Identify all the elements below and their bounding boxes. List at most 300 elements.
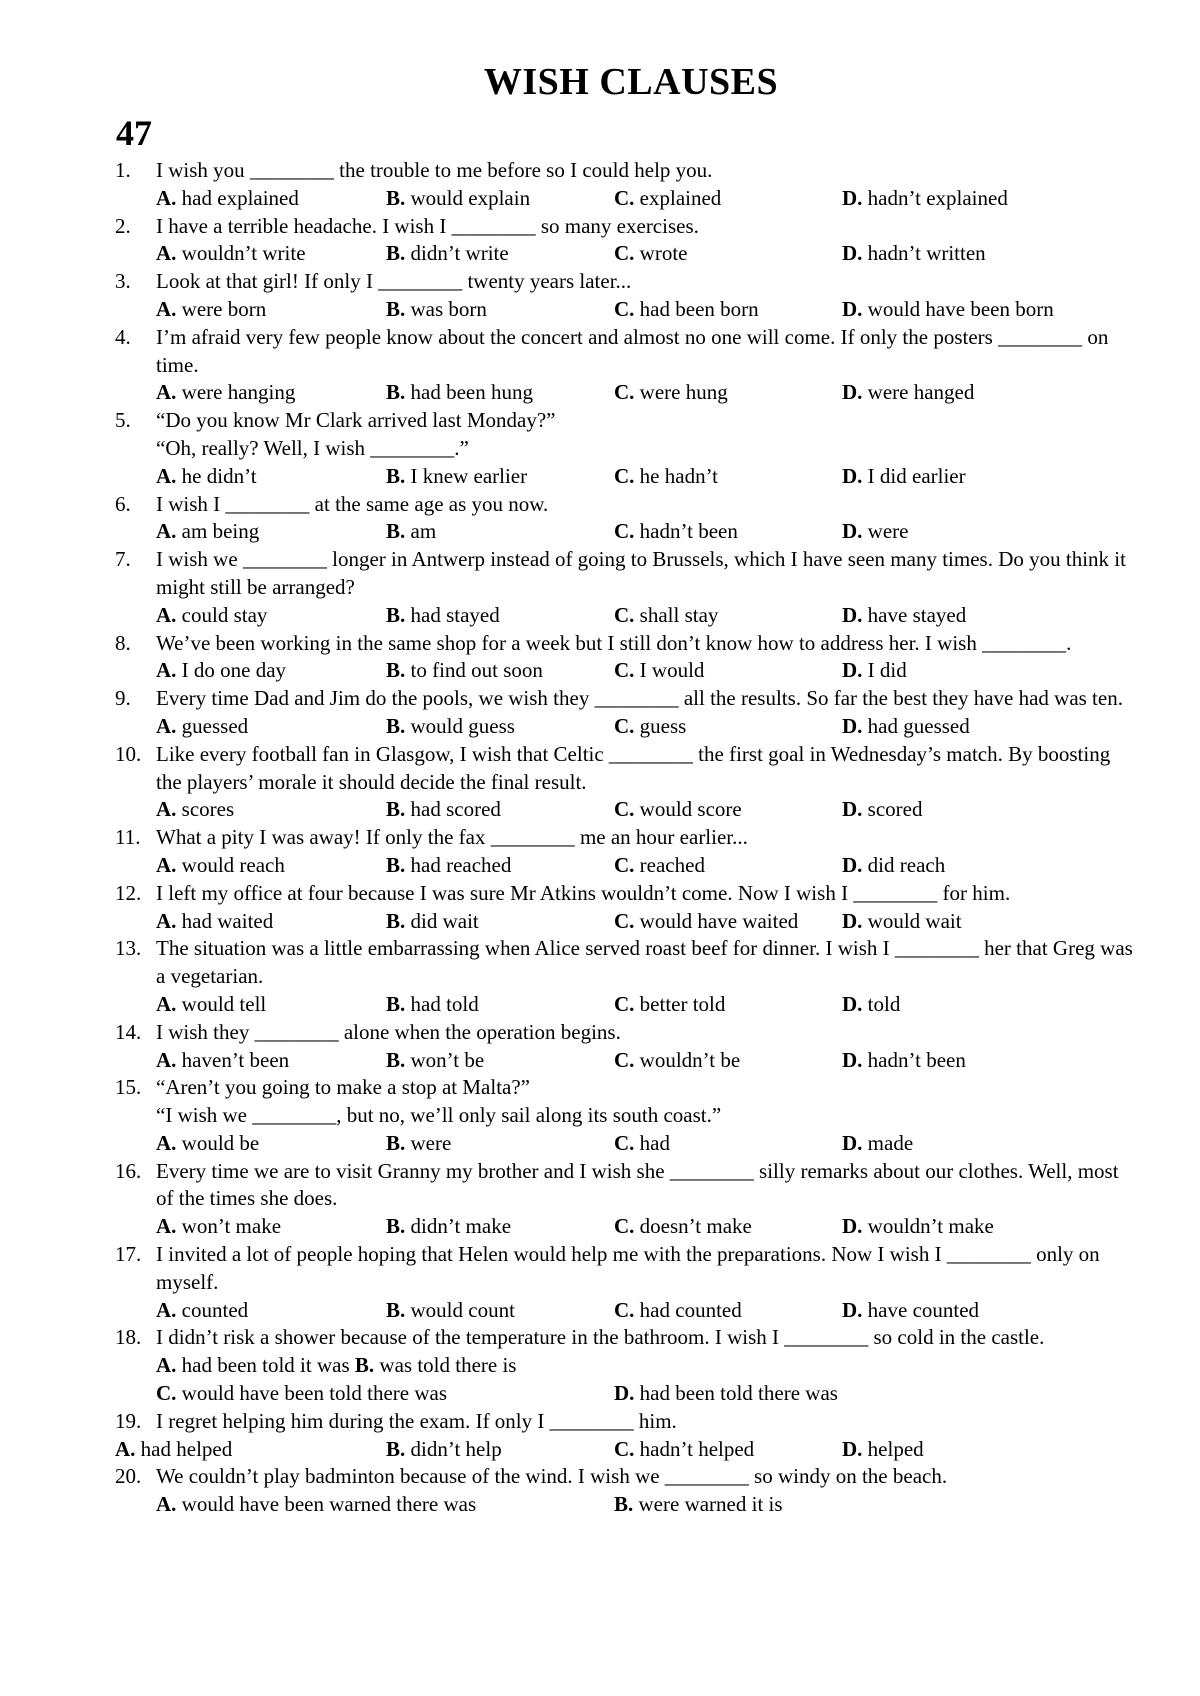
option-text: would guess: [410, 713, 515, 738]
question-text: Every time Dad and Jim do the pools, we wish they ________ all the results. So far the best they have had was ten.: [156, 686, 1123, 711]
option-b: [386, 657, 543, 685]
options-row: [0, 1352, 1200, 1380]
question-number: 12.: [115, 880, 142, 905]
option-b: [386, 296, 487, 324]
option-letter: B.: [386, 713, 406, 738]
option-b: [386, 1130, 451, 1158]
option-letter: D.: [842, 713, 863, 738]
option-d: [842, 1130, 913, 1158]
option-a: [156, 852, 285, 880]
question-number: 13.: [115, 936, 142, 961]
option-text: had helped: [140, 1436, 233, 1461]
option-letter: D.: [842, 296, 863, 321]
option-d: [842, 1436, 924, 1464]
option-text: have counted: [867, 1297, 980, 1322]
option-text: would have been warned there was: [181, 1492, 477, 1517]
option-letter: B.: [386, 1214, 406, 1239]
option-letter: D.: [842, 185, 863, 210]
option-letter: C.: [614, 658, 635, 683]
option-b: [386, 518, 436, 546]
option-d: [842, 852, 945, 880]
option-letter: D.: [842, 1214, 863, 1239]
option-b: [386, 463, 527, 491]
option-b: [386, 1213, 511, 1241]
question-text: I’m afraid very few people know about the concert and almost no one will come. If only the posters ________ on time.: [156, 324, 1109, 377]
option-a: [156, 1047, 289, 1075]
option-text: would wait: [867, 908, 962, 933]
option-b: [386, 1436, 502, 1464]
option-text: had explained: [181, 185, 299, 210]
option-a: [156, 713, 248, 741]
option-letter: D.: [842, 797, 863, 822]
question-stem: [0, 546, 1200, 602]
option-a: [156, 518, 259, 546]
question-text: “Oh, really? Well, I wish ________.”: [156, 435, 469, 460]
option-letter: B.: [386, 1130, 406, 1155]
option-letter: C.: [614, 1214, 635, 1239]
option-d: [842, 1213, 994, 1241]
option-a: [156, 991, 266, 1019]
option-letter: A.: [156, 1353, 177, 1378]
options-row: [0, 1130, 1200, 1158]
option-text: he didn’t: [181, 463, 257, 488]
option-letter: D.: [842, 908, 863, 933]
option-letter: B.: [386, 852, 406, 877]
question-text: I wish they ________ alone when the operation begins.: [156, 1019, 621, 1044]
option-d: [842, 1297, 979, 1325]
question-item: [0, 685, 1200, 741]
question-stem: [0, 1158, 1200, 1214]
option-d: [842, 379, 974, 407]
option-letter: B.: [386, 1436, 406, 1461]
question-number: 20.: [115, 1464, 142, 1489]
question-item: [0, 1463, 1200, 1519]
option-text: won’t make: [181, 1214, 282, 1239]
option-a: [156, 1130, 259, 1158]
question-number: 15.: [115, 1075, 142, 1100]
option-b: [386, 379, 533, 407]
question-text: I didn’t risk a shower because of the temperature in the bathroom. I wish I ________ so cold in the castle.: [156, 1325, 1045, 1350]
question-stem: [0, 213, 1200, 241]
option-letter: A.: [156, 1047, 177, 1072]
options-row: [0, 991, 1200, 1019]
option-c: [614, 1047, 740, 1075]
option-letter: A.: [156, 296, 177, 321]
options-row: [0, 1047, 1200, 1075]
option-text: I did: [867, 658, 907, 683]
option-letter: A.: [156, 185, 177, 210]
option-text: had reached: [410, 852, 512, 877]
question-stem: [0, 435, 1200, 463]
option-letter: D.: [842, 1047, 863, 1072]
option-letter: A.: [156, 241, 177, 266]
option-text: guessed: [181, 713, 249, 738]
option-d: [842, 602, 966, 630]
option-text: shall stay: [639, 602, 719, 627]
option-letter: B.: [386, 463, 406, 488]
option-a: [156, 240, 306, 268]
option-text: I knew earlier: [410, 463, 528, 488]
option-c: [614, 713, 686, 741]
question-number: 14.: [115, 1019, 142, 1044]
option-letter: D.: [842, 1130, 863, 1155]
option-a: [156, 1491, 476, 1519]
question-text: Every time we are to visit Granny my brother and I wish she ________ silly remarks about our clothes. Well, most of the times she does.: [156, 1158, 1119, 1211]
option-text: counted: [181, 1297, 249, 1322]
option-letter: B.: [386, 1297, 406, 1322]
options-row: [0, 602, 1200, 630]
question-number: 9.: [115, 686, 131, 711]
option-text: were hanged: [867, 380, 975, 405]
option-text: did reach: [867, 852, 946, 877]
question-item: [0, 1074, 1200, 1157]
option-c: [614, 908, 798, 936]
option-letter: C.: [614, 1047, 635, 1072]
option-text: were born: [181, 296, 267, 321]
option-text: were warned it is: [638, 1492, 783, 1517]
option-letter: C.: [614, 1436, 635, 1461]
option-letter: B.: [386, 185, 406, 210]
question-number: 6.: [115, 491, 131, 516]
question-stem: [0, 407, 1200, 435]
option-letter: C.: [614, 519, 635, 544]
option-text: had scored: [410, 797, 501, 822]
option-b: [386, 908, 479, 936]
option-d: [842, 713, 970, 741]
question-stem: [0, 1408, 1200, 1436]
options-row: [0, 379, 1200, 407]
option-c: [156, 1380, 447, 1408]
question-item: [0, 1324, 1200, 1407]
option-letter: B.: [386, 991, 406, 1016]
option-letter: A.: [156, 797, 177, 822]
option-letter: B.: [386, 241, 406, 266]
question-text: We couldn’t play badminton because of the wind. I wish we ________ so windy on the beach.: [156, 1464, 948, 1489]
option-letter: D.: [842, 658, 863, 683]
option-c: [614, 657, 704, 685]
option-text: would have waited: [639, 908, 799, 933]
option-letter: C.: [156, 1381, 177, 1406]
option-c: [614, 518, 738, 546]
option-d: [842, 657, 907, 685]
question-number: 19.: [115, 1408, 142, 1433]
option-letter: C.: [614, 852, 635, 877]
option-a: [156, 657, 286, 685]
option-a: [156, 463, 257, 491]
option-letter: C.: [614, 185, 635, 210]
option-b: [386, 185, 530, 213]
question-stem: [0, 630, 1200, 658]
option-c: [614, 379, 728, 407]
option-d: [842, 185, 1008, 213]
option-letter: C.: [614, 241, 635, 266]
option-a: [156, 1352, 516, 1380]
option-c: [614, 1213, 752, 1241]
option-text: were: [867, 519, 909, 544]
options-row: [0, 1297, 1200, 1325]
option-letter: B.: [386, 658, 406, 683]
question-text: I wish we ________ longer in Antwerp instead of going to Brussels, which I have seen many times. Do you think it might still be arranged?: [156, 547, 1126, 599]
question-stem: [0, 741, 1200, 797]
option-text: helped: [867, 1436, 924, 1461]
options-row: [0, 1213, 1200, 1241]
option-text: would count: [410, 1297, 515, 1322]
question-stem: [0, 880, 1200, 908]
option-d: [842, 296, 1054, 324]
option-text: had been hung: [410, 380, 533, 405]
option-letter: A.: [156, 602, 177, 627]
option-text: would tell: [181, 991, 267, 1016]
options-row: [0, 1436, 1200, 1464]
option-text: had been told it was: [181, 1353, 350, 1378]
option-letter: A.: [156, 1297, 177, 1322]
question-item: [0, 407, 1200, 490]
question-item: [0, 935, 1200, 1018]
option-letter: B.: [614, 1492, 634, 1517]
question-stem: [0, 1241, 1200, 1297]
option-a: [156, 1213, 281, 1241]
option-letter: B.: [386, 797, 406, 822]
options-row: [0, 463, 1200, 491]
options-row: [0, 296, 1200, 324]
option-d: [842, 796, 922, 824]
question-item: [0, 213, 1200, 269]
question-text: “I wish we ________, but no, we’ll only sail along its south coast.”: [156, 1103, 722, 1128]
question-text: I wish you ________ the trouble to me before so I could help you.: [156, 158, 713, 182]
question-list: [0, 157, 1200, 1519]
options-row: [0, 1491, 1200, 1519]
question-number: 5.: [115, 408, 131, 433]
question-item: [0, 1158, 1200, 1241]
option-text: scored: [867, 797, 923, 822]
option-letter: A.: [156, 991, 177, 1016]
option-text: hadn’t explained: [867, 185, 1008, 210]
option-text: was told there is: [379, 1353, 517, 1378]
option-c: [614, 991, 725, 1019]
option-a: [156, 296, 266, 324]
option-c: [614, 1297, 742, 1325]
option-text: hadn’t written: [867, 241, 986, 266]
option-b: [386, 1047, 484, 1075]
option-letter: B.: [354, 1353, 375, 1378]
option-text: made: [867, 1130, 914, 1155]
question-text: We’ve been working in the same shop for a week but I still don’t know how to address her. I wish ________.: [156, 630, 1072, 655]
option-text: had guessed: [867, 713, 970, 738]
option-c: [614, 463, 718, 491]
option-letter: C.: [614, 713, 635, 738]
option-text: to find out soon: [410, 658, 543, 683]
option-letter: C.: [614, 991, 635, 1016]
option-text: were hanging: [181, 380, 296, 405]
option-text: had waited: [181, 908, 274, 933]
options-row: [0, 1380, 1200, 1408]
option-c: [614, 296, 759, 324]
option-text: scores: [181, 797, 235, 822]
option-text: would score: [639, 797, 742, 822]
option-letter: B.: [386, 602, 406, 627]
question-text: What a pity I was away! If only the fax ________ me an hour earlier...: [156, 825, 748, 850]
question-item: [0, 324, 1200, 407]
option-text: had been told there was: [639, 1381, 838, 1406]
options-row: [0, 713, 1200, 741]
option-text: told: [867, 991, 901, 1016]
option-text: doesn’t make: [639, 1214, 752, 1239]
options-row: [0, 796, 1200, 824]
option-text: could stay: [181, 602, 268, 627]
option-text: have stayed: [867, 602, 967, 627]
option-a: [156, 796, 234, 824]
options-row: [0, 185, 1200, 213]
option-a: [156, 602, 267, 630]
question-item: [0, 268, 1200, 324]
option-letter: D.: [842, 602, 863, 627]
option-c: [614, 1130, 670, 1158]
option-text: would have been born: [867, 296, 1054, 321]
option-text: hadn’t been: [639, 519, 738, 544]
option-letter: D.: [842, 852, 863, 877]
option-text: would reach: [181, 852, 285, 877]
option-d: [842, 518, 908, 546]
question-item: [0, 880, 1200, 936]
question-number: 18.: [115, 1325, 142, 1350]
page-title: WISH CLAUSES: [483, 61, 779, 103]
question-number: 2.: [115, 213, 131, 238]
question-number: 16.: [115, 1158, 142, 1183]
option-text: wouldn’t be: [639, 1047, 741, 1072]
option-letter: A.: [156, 519, 177, 544]
option-b: [386, 602, 500, 630]
option-d: [614, 1380, 838, 1408]
question-stem: [0, 1102, 1200, 1130]
question-item: [0, 157, 1200, 213]
option-letter: D.: [842, 1297, 863, 1322]
option-text: reached: [639, 852, 705, 877]
option-text: I did earlier: [867, 463, 966, 488]
option-letter: B.: [386, 380, 406, 405]
option-b: [386, 713, 515, 741]
option-letter: C.: [614, 908, 635, 933]
option-letter: C.: [614, 1297, 635, 1322]
question-text: “Do you know Mr Clark arrived last Monday?”: [156, 408, 556, 433]
option-letter: C.: [614, 797, 635, 822]
question-item: [0, 546, 1200, 629]
question-stem: [0, 685, 1200, 713]
question-number: 10.: [115, 741, 142, 766]
option-c: [614, 852, 705, 880]
option-letter: A.: [156, 713, 177, 738]
options-row: [0, 657, 1200, 685]
option-letter: A.: [156, 1214, 177, 1239]
option-c: [614, 602, 718, 630]
question-stem: [0, 1324, 1200, 1352]
option-text: hadn’t been: [867, 1047, 966, 1072]
option-text: would explain: [410, 185, 531, 210]
option-letter: B.: [386, 1047, 406, 1072]
option-letter: A.: [156, 463, 177, 488]
question-text: Like every football fan in Glasgow, I wish that Celtic ________ the first goal in Wednesday’s match. By boosting the players’ morale it should decide the final result.: [156, 741, 1111, 794]
option-letter: A.: [115, 1436, 136, 1461]
question-item: [0, 1408, 1200, 1464]
question-stem: [0, 1019, 1200, 1047]
question-number: 4.: [115, 324, 131, 349]
option-c: [614, 796, 742, 824]
option-letter: C.: [614, 1130, 635, 1155]
option-letter: C.: [614, 463, 635, 488]
question-text: I invited a lot of people hoping that Helen would help me with the preparations. Now I wish I ________ only on myself.: [156, 1242, 1100, 1294]
option-letter: A.: [156, 380, 177, 405]
option-b: [386, 1297, 515, 1325]
question-item: [0, 630, 1200, 686]
question-item: [0, 1241, 1200, 1324]
option-b: [386, 991, 479, 1019]
option-b: [386, 796, 501, 824]
option-text: I do one day: [181, 658, 287, 683]
option-b: [614, 1491, 783, 1519]
page-number: 47: [116, 113, 152, 153]
question-stem: [0, 1463, 1200, 1491]
question-number: 1.: [115, 158, 131, 182]
option-text: were: [410, 1130, 452, 1155]
option-text: am being: [181, 519, 260, 544]
option-c: [614, 185, 721, 213]
question-item: [0, 741, 1200, 824]
option-c: [614, 240, 688, 268]
option-text: didn’t make: [410, 1214, 512, 1239]
option-text: had told: [410, 991, 479, 1016]
option-letter: A.: [156, 1492, 177, 1517]
option-letter: A.: [156, 852, 177, 877]
option-letter: C.: [614, 380, 635, 405]
question-text: “Aren’t you going to make a stop at Malta?”: [156, 1075, 531, 1100]
option-letter: D.: [842, 1436, 863, 1461]
question-text: The situation was a little embarrassing when Alice served roast beef for dinner. I wish I ________ her that Greg was a vegetarian.: [156, 936, 1133, 989]
option-letter: A.: [156, 908, 177, 933]
option-d: [842, 240, 986, 268]
question-number: 17.: [115, 1242, 142, 1267]
option-text: better told: [639, 991, 726, 1016]
option-b: [386, 240, 509, 268]
question-stem: [0, 324, 1200, 380]
question-item: [0, 491, 1200, 547]
option-text: explained: [639, 185, 722, 210]
option-text: wouldn’t write: [181, 241, 306, 266]
option-text: had been born: [639, 296, 759, 321]
option-letter: A.: [156, 658, 177, 683]
question-text: I regret helping him during the exam. If only I ________ him.: [156, 1408, 677, 1433]
option-text: had: [639, 1130, 670, 1155]
option-letter: D.: [842, 519, 863, 544]
question-text: I left my office at four because I was sure Mr Atkins wouldn’t come. Now I wish I ________ for him.: [156, 880, 1011, 905]
option-letter: C.: [614, 296, 635, 321]
option-a: [156, 1297, 248, 1325]
option-text: haven’t been: [181, 1047, 290, 1072]
option-d: [842, 908, 962, 936]
option-a: [156, 379, 295, 407]
option-text: am: [410, 519, 437, 544]
option-text: would have been told there was: [181, 1381, 448, 1406]
question-number: 11.: [115, 825, 141, 850]
option-text: didn’t help: [410, 1436, 502, 1461]
options-row: [0, 518, 1200, 546]
option-d: [842, 463, 966, 491]
question-number: 8.: [115, 630, 131, 655]
option-letter: D.: [614, 1381, 635, 1406]
option-d: [842, 991, 900, 1019]
option-letter: B.: [386, 519, 406, 544]
option-text: hadn’t helped: [639, 1436, 755, 1461]
option-letter: B.: [386, 908, 406, 933]
option-text: had counted: [639, 1297, 742, 1322]
